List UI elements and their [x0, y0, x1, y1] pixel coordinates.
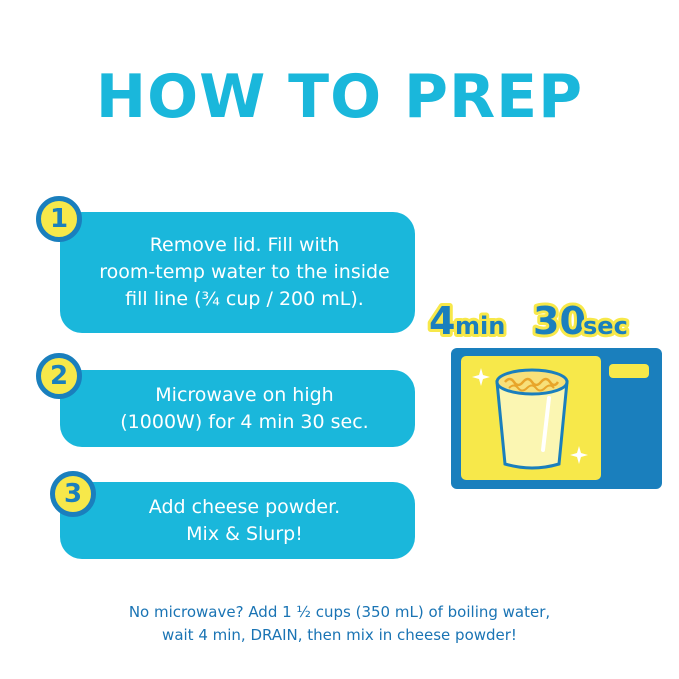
step-card-2: [60, 370, 415, 447]
footer-line-1: No microwave? Add 1 ½ cups (350 mL) of boiling water,: [128, 603, 551, 621]
noodle-cup-icon: [497, 370, 567, 468]
step-number-2: 2: [36, 353, 82, 399]
timer-seconds-value: 30: [533, 299, 586, 343]
step-1-line-2: room-temp water to the inside: [99, 261, 390, 283]
footer-line-2: wait 4 min, DRAIN, then mix in cheese powder!: [162, 626, 517, 644]
step-card-1: [60, 212, 415, 333]
step-3-line-1: Add cheese powder.: [148, 495, 341, 518]
page-title: HOW TO PREP: [95, 62, 584, 132]
step-2-line-1: Microwave on high: [155, 383, 334, 406]
step-card-3: [60, 482, 415, 559]
step-1-line-1: Remove lid. Fill with: [149, 234, 340, 256]
step-number-3: 3: [50, 471, 96, 517]
microwave-icon: [449, 346, 664, 491]
step-number-1: 1: [36, 196, 82, 242]
timer-label: [425, 294, 675, 344]
no-microwave-note: [0, 601, 679, 647]
timer-minutes-unit: min: [455, 312, 506, 340]
timer-seconds-unit: sec: [583, 312, 628, 340]
step-1-line-3: fill line (¾ cup / 200 mL).: [125, 288, 364, 310]
timer-minutes-value: 4: [429, 299, 456, 343]
step-2-line-2: (1000W) for 4 min 30 sec.: [120, 410, 369, 433]
step-3-line-2: Mix & Slurp!: [186, 522, 303, 545]
